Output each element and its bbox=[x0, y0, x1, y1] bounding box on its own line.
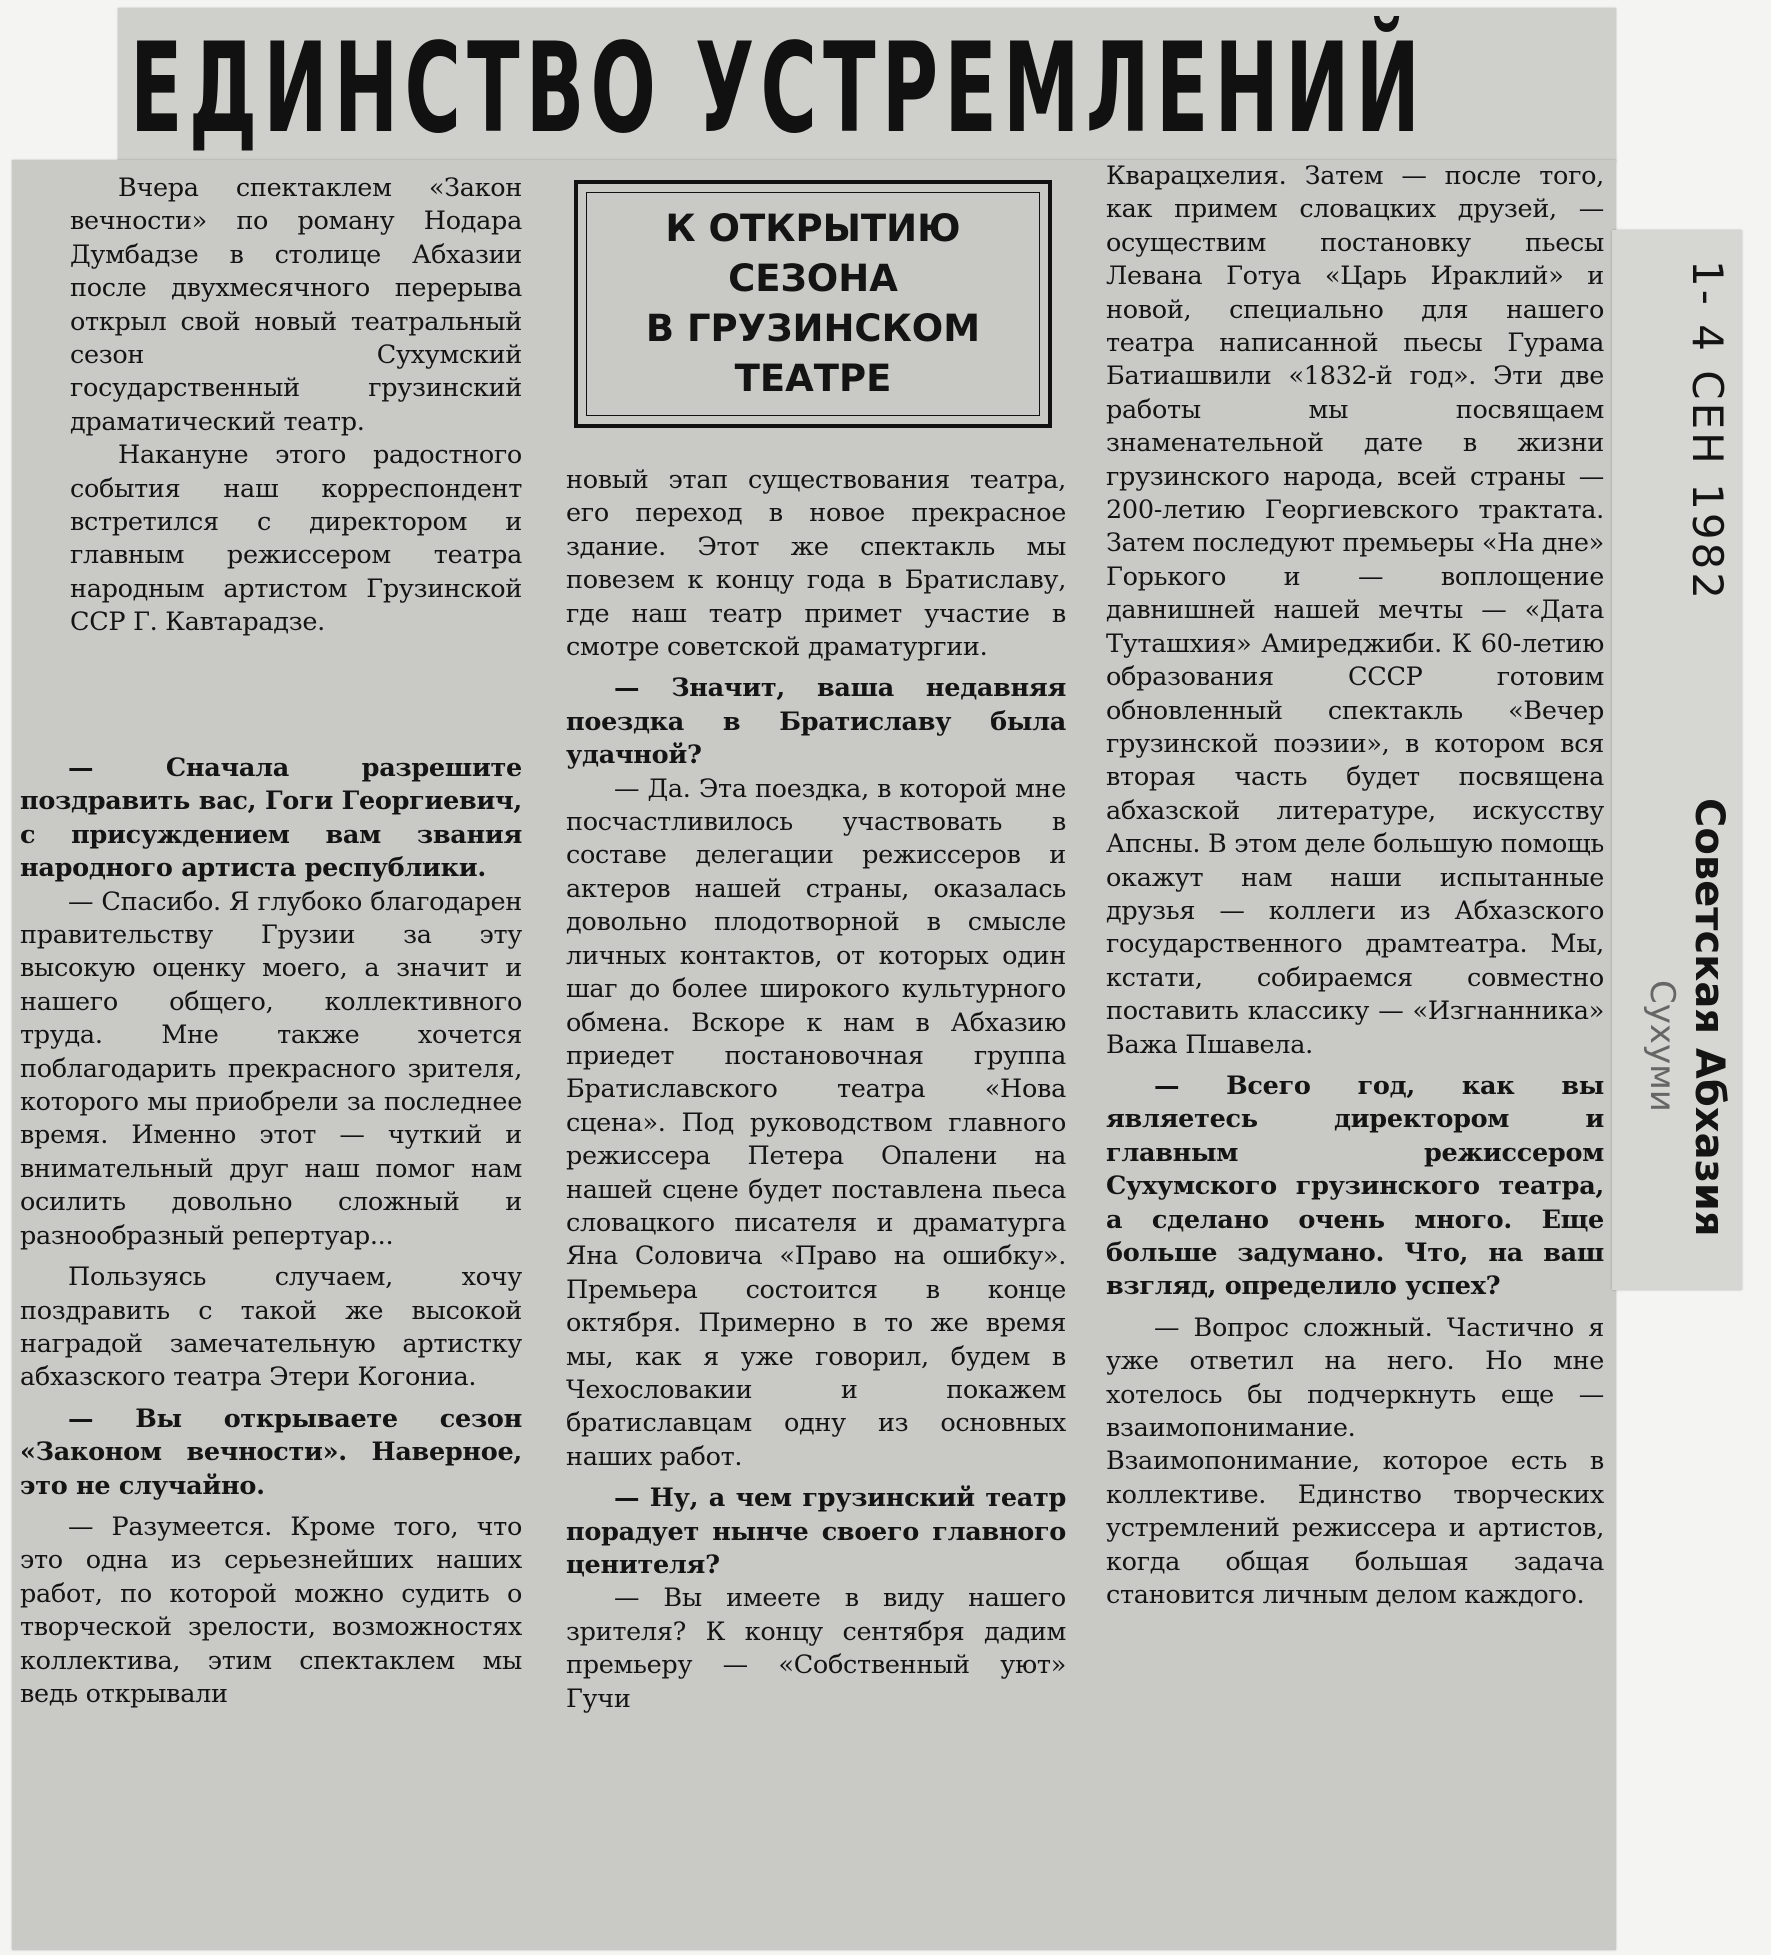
question-paragraph bbox=[566, 1482, 1066, 1582]
intro-paragraph: Вчера спектаклем «Закон вечности» по роману Нодара Думбадзе в столице Абхазии после двухмесячного перерыва открыл свой новый театральный сезон Сухумский государственный грузинский драматический театр. bbox=[70, 173, 522, 437]
question-text: — Сначала разрешите поздравить вас, Гоги Георгиевич, с присуждением вам звания народного артиста республики. bbox=[20, 753, 522, 884]
answer-continuation: Кварацхелия. Затем — после того, как примем словацких друзей, — осуществим постановку пьесы Левана Готуа «Царь Ираклий» и новой, специально для нашего театра написанной пьесы Гурама Батиашвили «1832-й год». Эти две работы мы посвящаем знаменательной дате в жизни грузинского народа, всей страны — 200-летию Георгиевского трактата. Затем последуют премьеры «На дне» Горького и — воплощение давнишней нашей мечты — «Дата Туташхия» Амиреджиби. К 60-летию образования СССР готовим обновленный спектакль «Вечер грузинской поэзии», в котором вся вторая часть будет посвящена абхазской литературе, искусству Апсны. В этом деле большую помощь окажут нам наши испытанные друзья — коллеги из Абхазского государственного драмтеатра. Мы, кстати, собираемся совместно поставить классику — «Изгнанника» Важа Пшавела. bbox=[1106, 161, 1604, 1060]
article-column-1 bbox=[20, 752, 522, 1711]
question-paragraph bbox=[20, 752, 522, 886]
answer-paragraph: — Спасибо. Я глубоко благодарен правительству Грузии за эту высокую оценку моего, а значит и нашего общего, коллективного труда. Мне также хочется поблагодарить прекрасного зрителя, которого мы приобрели за последнее время. Именно этот — чуткий и внимательный друг наш помог нам осилить довольно сложный и разнообразный репертуар... bbox=[20, 886, 522, 1251]
date-stamp: 1- 4 СЕН 1982 bbox=[1683, 260, 1732, 602]
newspaper-city: Сухуми bbox=[1642, 980, 1682, 1112]
answer-paragraph: — Вопрос сложный. Частично я уже ответил на него. Но мне хотелось бы подчеркнуть еще — взаимопонимание. Взаимопонимание, которое есть в коллективе. Единство творческих устремлений режиссера и артистов, когда общая большая задача становится личным делом каждого. bbox=[1106, 1312, 1604, 1611]
question-paragraph bbox=[1106, 1070, 1604, 1304]
answer-paragraph: — Да. Эта поездка, в которой мне посчастливилось участвовать в составе делегации режиссеров и актеров нашей страны, оказалась довольно плодотворной в смысле личных контактов, от которых один шаг до более широкого культурного обмена. Вскоре к нам в Абхазию приедет постановочная группа Братиславского театра «Нова сцена». Под руководством главного режиссера Петера Опалени на нашей сцене будет поставлена пьеса словацкого писателя и драматурга Яна Соловича «Право на ошибку». Премьера состоится в конце октября. Примерно в то же время мы, как я уже говорил, будем в Чехословакии и покажем братиславцам одну из основных наших работ. bbox=[566, 773, 1066, 1472]
newspaper-name: Советская Абхазия bbox=[1686, 798, 1732, 1237]
clipping-source-margin bbox=[1642, 250, 1740, 1290]
answer-paragraph: Пользуясь случаем, хочу поздравить с такой же высокой наградой замечательную артистку абхазского театра Этери Когониа. bbox=[20, 1262, 522, 1393]
question-text: — Ну, а чем грузинский театр порадует нынче своего главного ценителя? bbox=[566, 1483, 1066, 1580]
question-text: — Вы открываете сезон «Законом вечности». Наверное, это не случайно. bbox=[20, 1403, 522, 1501]
article-column-3 bbox=[1106, 160, 1604, 1612]
rubric-text: К ОТКРЫТИЮ СЕЗОНА В ГРУЗИНСКОМ ТЕАТРЕ bbox=[645, 207, 981, 400]
section-rubric-box bbox=[574, 180, 1052, 428]
question-text: — Значит, ваша недавняя поездка в Братиславу была удачной? bbox=[566, 673, 1066, 771]
article-headline: ЕДИНСТВО УСТРЕМЛЕНИЙ bbox=[130, 17, 1427, 161]
question-paragraph bbox=[20, 1403, 522, 1503]
article-column-2 bbox=[566, 464, 1066, 1716]
answer-paragraph: — Разумеется. Кроме того, что это одна из серьезнейших наших работ, по которой можно судить о творческой зрелости, возможностях коллектива, этим спектаклем мы ведь открывали bbox=[20, 1511, 522, 1709]
intro-paragraph: Накануне этого радостного события наш корреспондент встретился с директором и главным режиссером театра народным артистом Грузинской ССР Г. Кавтарадзе. bbox=[70, 440, 522, 638]
answer-paragraph: — Вы имеете в виду нашего зрителя? К концу сентября дадим премьеру — «Собственный уют» Гучи bbox=[566, 1583, 1066, 1714]
question-paragraph bbox=[566, 672, 1066, 772]
question-text: — Всего год, как вы являетесь директором и главным режиссером Сухумского грузинского театра, а сделано очень много. Еще больше задумано. Что, на ваш взгляд, определило успех? bbox=[1106, 1070, 1604, 1302]
article-column-1-intro bbox=[70, 172, 522, 640]
answer-continuation: новый этап существования театра, его переход в новое прекрасное здание. Этот же спектакль мы повезем к концу года в Братиславу, где наш театр примет участие в смотре советской драматургии. bbox=[566, 465, 1066, 663]
